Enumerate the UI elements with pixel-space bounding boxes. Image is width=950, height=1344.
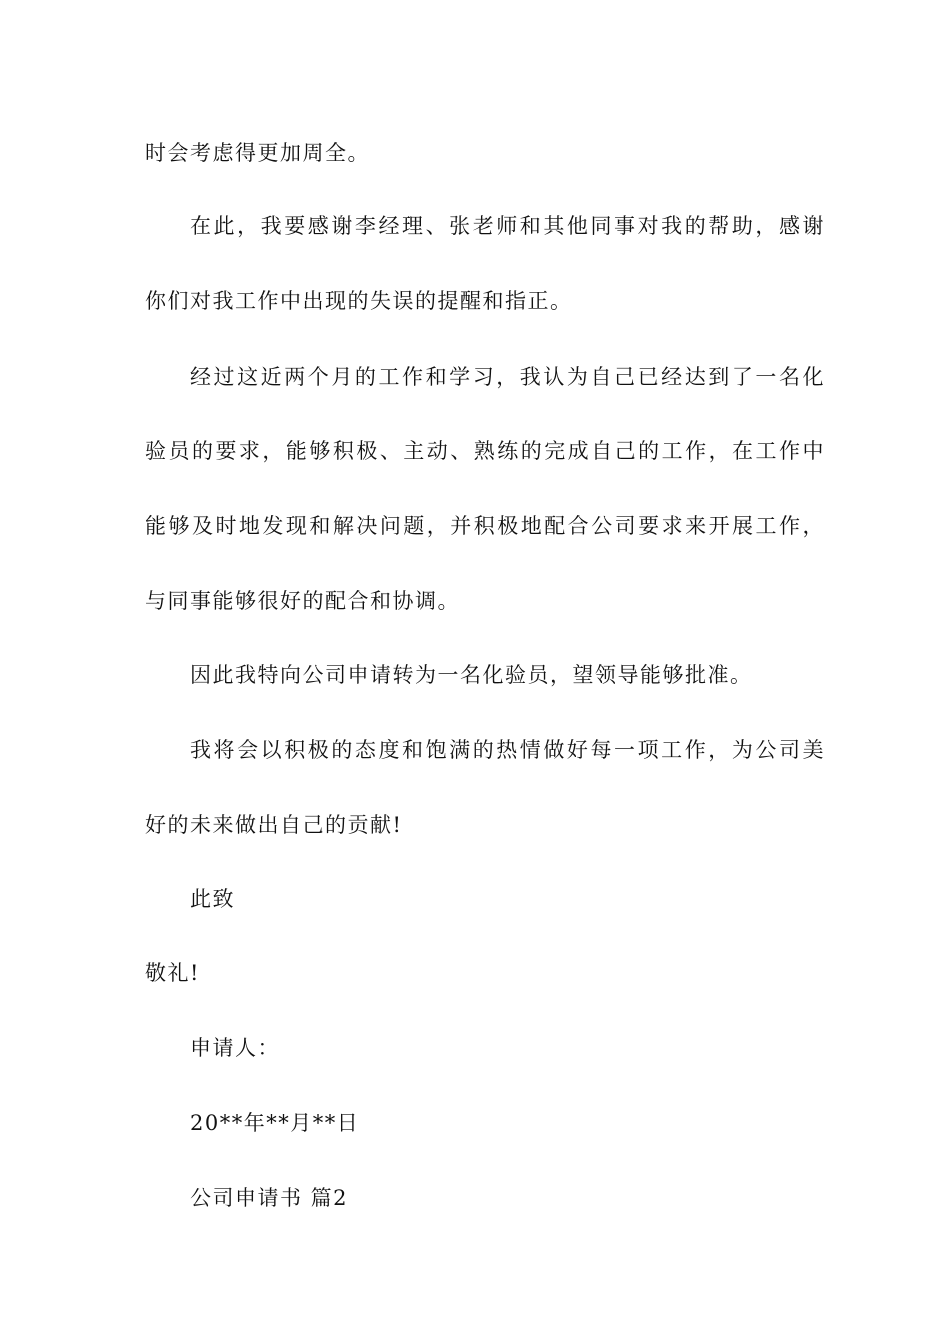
paragraph-line: 我将会以积极的态度和饱满的热情做好每一项工作，为公司美	[190, 738, 825, 762]
applicant-label: 申请人：	[190, 1036, 280, 1060]
paragraph-line: 你们对我工作中出现的失误的提醒和指正。	[145, 289, 573, 313]
paragraph-line: 好的未来做出自己的贡献!	[145, 813, 403, 837]
paragraph-line: 经过这近两个月的工作和学习，我认为自己已经达到了一名化	[190, 365, 825, 389]
paragraph-line: 因此我特向公司申请转为一名化验员，望领导能够批准。	[190, 663, 753, 687]
paragraph-line: 在此，我要感谢李经理、张老师和其他同事对我的帮助，感谢	[190, 214, 825, 238]
paragraph-line: 验员的要求，能够积极、主动、熟练的完成自己的工作，在工作中	[145, 439, 825, 463]
paragraph-line: 能够及时地发现和解决问题，并积极地配合公司要求来开展工作，	[145, 514, 825, 538]
closing-regards: 敬礼!	[145, 961, 200, 985]
paragraph-line: 与同事能够很好的配合和协调。	[145, 589, 460, 613]
date-line: 20**年**月**日	[190, 1111, 360, 1135]
closing-salutation: 此致	[190, 887, 235, 911]
paragraph-line: 时会考虑得更加周全。	[145, 141, 370, 165]
section-heading: 公司申请书 篇2	[190, 1186, 349, 1210]
